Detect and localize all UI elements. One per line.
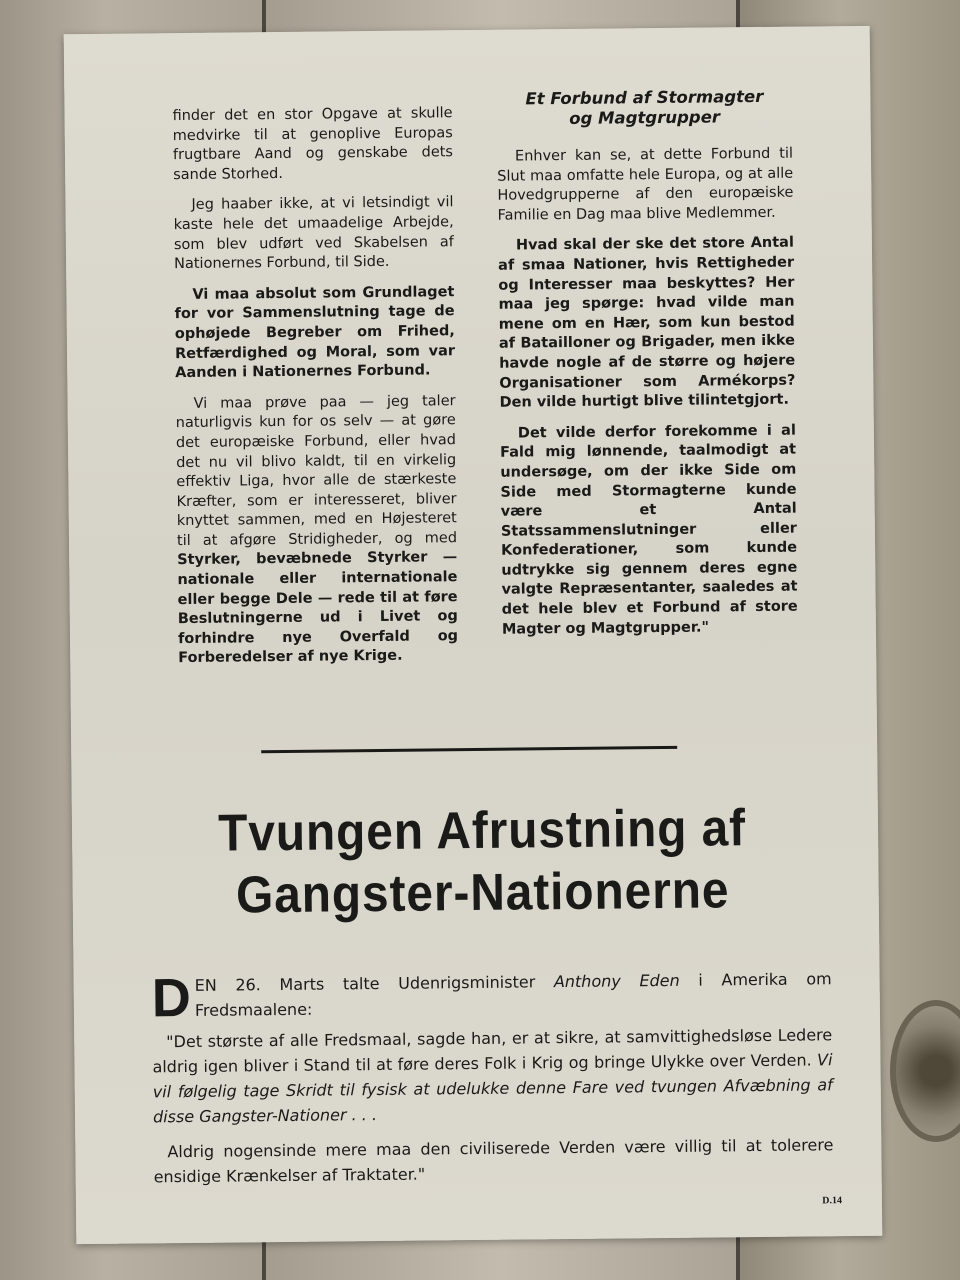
left-paragraph-4	[175, 392, 458, 669]
article-quote-italic: Vi vil følgelig tage Skridt til fysisk at udelukke denne Fare ved tvungen Afvæbning af disse Gangster-Nationer . . .	[152, 1050, 833, 1127]
section-heading-line-1: Et Forbund af Stormagter	[525, 86, 764, 109]
article-lead-name: Anthony Eden	[553, 970, 680, 992]
right-paragraph-1: Enhver kan se, at dette Forbund til Slut maa omfatte hele Europa, og at alle Hovedgrupperne af den europæiske Familie en Dag maa blive Medlemmer.	[497, 145, 794, 224]
left-paragraph-4-text: Vi maa prøve paa — jeg taler naturligvis kun for os selv — at gøre det europæiske Forbund, eller hvad det nu vil blivo kaldt, til en virkelig effektiv Liga, hvor alle de stærkeste Kræfter, som er interesseret, bliver knyttet sammen, med en Højesteret til at afgøre Stridigheder, og med	[175, 392, 458, 549]
headline-line-1: Tvungen Afrustning af	[217, 799, 747, 863]
right-column	[496, 87, 798, 651]
article-body	[152, 966, 834, 1195]
article-lead	[151, 966, 832, 1029]
article-quote-text: "Det største af alle Fredsmaal, sagde han, er at sikre, at samvittighedsløse Ledere aldrig igen bliver i Stand til at føre deres Folk i Krig og bringe Ulykke over Verden.	[152, 1025, 833, 1077]
headline	[160, 797, 805, 928]
section-heading-line-2: og Magtgrupper	[569, 107, 721, 128]
article-closing: Aldrig nogensinde mere maa den civiliserede Verden være villig til at tolerere ensidige Krænkelser af Traktater."	[153, 1135, 834, 1187]
left-column	[172, 104, 458, 680]
left-paragraph-1: finder det en stor Opgave at skulle medvirke til at genoplive Europas frugtbare Aand og genskabe dets sande Storhed.	[172, 105, 454, 183]
left-paragraph-2: Jeg haaber ikke, at vi letsindigt vil kaste hele det umaadelige Arbejde, som blev udført ved Skabelsen af Nationernes Forbund, til Side.	[173, 194, 454, 273]
right-paragraph-2: Hvad skal der ske det store Antal af smaa Nationer, hvis Rettigheder og Interesser maa beskyttes? Her maa jeg spørge: hvad vilde man mene om en Hær, som kun bestod af Batailloner og Brigader, men ikke havde nogle af de større og højere Organisationer som Armékorps? Den vilde hurtigt blive tilintetgjort.	[498, 234, 796, 411]
leaflet-code: D.14	[822, 1195, 843, 1207]
left-paragraph-4-bold: Styrker, bevæbnede Styrker — nationale eller internationale eller begge Dele — rede til at føre Beslutningerne ud i Livet og forhindre nye Overfald og Forberedelser af nye Krige.	[177, 549, 459, 667]
article-lead-text: EN 26. Marts talte Udenrigsminister	[194, 972, 554, 995]
left-paragraph-3: Vi maa absolut som Grundlaget for vor Sammenslutning tage de ophøjede Begreber om Frihed, Retfærdighed og Moral, som var Aanden i Nationernes Forbund.	[174, 283, 456, 382]
headline-line-2: Gangster-Nationerne	[235, 861, 730, 925]
section-heading	[496, 87, 792, 130]
divider-rule	[261, 746, 677, 753]
article-lead-text-end: i Amerika om Fredsmaalene:	[194, 969, 832, 1020]
leaflet-sheet	[64, 26, 883, 1244]
article-quote	[152, 1022, 833, 1129]
right-paragraph-3: Det vilde derfor forekomme i al Fald mig lønnende, taalmodigt at undersøge, om der ikke Side om Side med Stormagterne kunde være et Antal Statssammenslutninger eller Konfederationer, som kunde udtrykke sig gennem deres egne valgte Repræsentanter, saaledes at det hele blev et Forbund af store Magter og Magtgrupper."	[500, 422, 798, 638]
drop-cap: D	[151, 967, 192, 1029]
